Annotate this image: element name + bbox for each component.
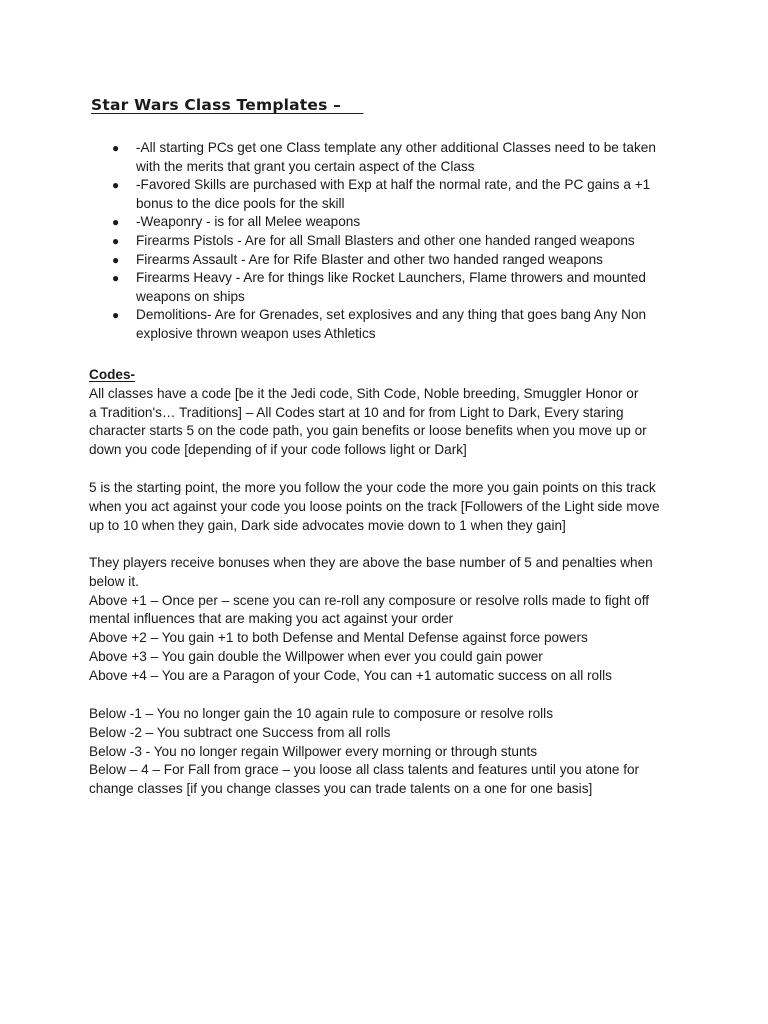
bullet-icon: ● bbox=[112, 215, 120, 230]
starting-point-paragraph bbox=[89, 479, 689, 535]
penalties-paragraph bbox=[89, 705, 689, 799]
document-title: Star Wars Class Templates – bbox=[91, 96, 364, 114]
paragraph-line: up to 10 when they gain, Dark side advocates movie down to 1 when they gain] bbox=[89, 517, 566, 533]
paragraph-line: a Tradition's… Traditions] – All Codes start at 10 and for from Light to Dark, Every staring bbox=[89, 404, 624, 420]
paragraph-line: change classes [if you change classes you can trade talents on a one for one basis] bbox=[89, 781, 593, 797]
paragraph-line: mental influences that are making you act against your order bbox=[89, 611, 454, 627]
list-item-text: -All starting PCs get one Class template any other additional Classes need to be taken bbox=[136, 140, 656, 155]
list-item bbox=[112, 213, 672, 232]
paragraph-line: down you code [depending of if your code follows light or Dark] bbox=[89, 442, 467, 458]
paragraph-line: All classes have a code [be it the Jedi code, Sith Code, Noble breeding, Smuggler Honor or bbox=[89, 385, 639, 401]
class-rules-list bbox=[112, 139, 672, 344]
list-item-text: with the merits that grant you certain aspect of the Class bbox=[136, 158, 475, 174]
paragraph-line: Above +4 – You are a Paragon of your Code, You can +1 automatic success on all rolls bbox=[89, 667, 612, 683]
list-item-text: -Weaponry - is for all Melee weapons bbox=[136, 214, 361, 230]
bullet-icon: ● bbox=[112, 308, 120, 323]
list-item-text: Firearms Heavy - Are for things like Rocket Launchers, Flame throwers and mounted bbox=[136, 270, 646, 286]
list-item-text: Demolitions- Are for Grenades, set explosives and any thing that goes bang Any Non bbox=[136, 307, 647, 323]
paragraph-line: Below -2 – You subtract one Success from all rolls bbox=[89, 724, 391, 740]
paragraph-line: below it. bbox=[89, 573, 139, 589]
list-item bbox=[112, 139, 672, 176]
list-item-text: Firearms Assault - Are for Rife Blaster and other two handed ranged weapons bbox=[136, 251, 603, 267]
paragraph-line: Below – 4 – For Fall from grace – you loose all class talents and features until you atone for bbox=[89, 762, 640, 778]
list-item-text: explosive thrown weapon uses Athletics bbox=[136, 325, 376, 341]
paragraph-line: when you act against your code you loose points on the track [Followers of the Light side move bbox=[89, 498, 660, 514]
paragraph-line: Above +3 – You gain double the Willpower when ever you could gain power bbox=[89, 648, 543, 664]
list-item-text: bonus to the dice pools for the skill bbox=[136, 195, 345, 211]
list-item-text: weapons on ships bbox=[136, 288, 245, 304]
bullet-icon: ● bbox=[112, 271, 120, 286]
bullet-icon: ● bbox=[112, 252, 120, 267]
paragraph-line: They players receive bonuses when they are above the base number of 5 and penalties when bbox=[89, 555, 653, 570]
list-item bbox=[112, 251, 672, 270]
paragraph-line: Below -1 – You no longer gain the 10 again rule to composure or resolve rolls bbox=[89, 706, 553, 721]
list-item bbox=[112, 269, 672, 306]
bullet-icon: ● bbox=[112, 233, 120, 248]
bonuses-paragraph bbox=[89, 554, 689, 686]
list-item bbox=[112, 232, 672, 251]
codes-section bbox=[89, 366, 689, 460]
paragraph-line: Below -3 - You no longer regain Willpower every morning or through stunts bbox=[89, 743, 538, 759]
list-item bbox=[112, 176, 672, 213]
list-item-text: -Favored Skills are purchased with Exp at half the normal rate, and the PC gains a +1 bbox=[136, 177, 651, 193]
codes-heading: Codes- bbox=[89, 367, 136, 382]
list-item-text: Firearms Pistols - Are for all Small Blasters and other one handed ranged weapons bbox=[136, 232, 635, 248]
paragraph-line: Above +1 – Once per – scene you can re-roll any composure or resolve rolls made to fight off bbox=[89, 592, 650, 608]
bullet-icon: ● bbox=[112, 178, 120, 193]
paragraph-line: character starts 5 on the code path, you gain benefits or loose benefits when you move up or bbox=[89, 423, 647, 439]
bullet-icon: ● bbox=[112, 141, 120, 155]
paragraph-line: 5 is the starting point, the more you follow the your code the more you gain points on this track bbox=[89, 480, 656, 495]
paragraph-line: Above +2 – You gain +1 to both Defense and Mental Defense against force powers bbox=[89, 630, 588, 646]
list-item bbox=[112, 306, 672, 343]
